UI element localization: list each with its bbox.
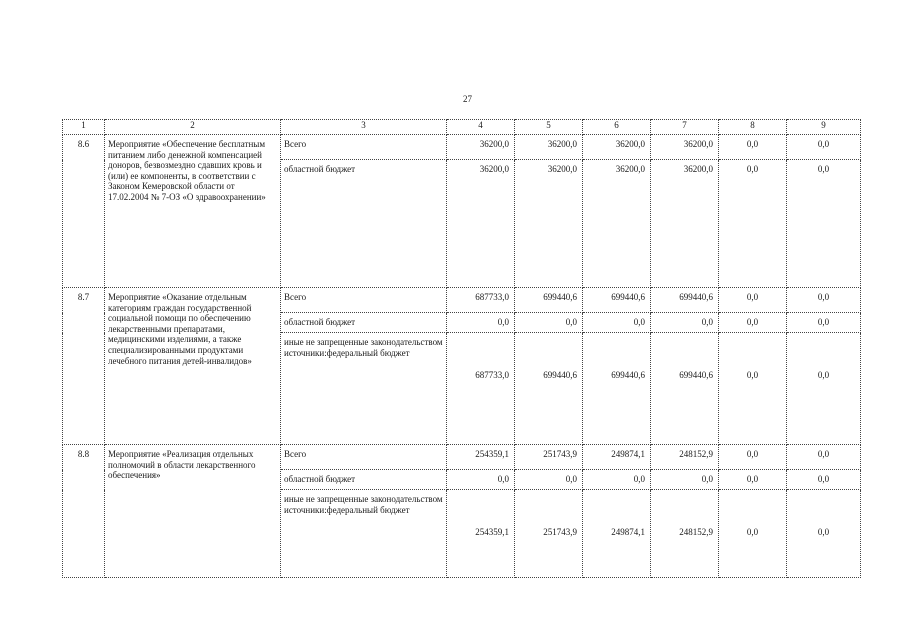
value-cell: 0,0 (447, 313, 515, 333)
program-table (62, 119, 861, 578)
value-cell: 687733,0 (447, 333, 515, 445)
value-cell: 251743,9 (515, 445, 583, 470)
funding-source: областной бюджет (281, 313, 447, 333)
value-cell: 36200,0 (515, 160, 583, 288)
value-cell: 0,0 (583, 313, 651, 333)
activity-name: Мероприятие «Оказание отдельным категориям граждан государственной социальной помощи по обеспечению лекарственными препаратами, медицинскими изделиями, а также специализированными продуктами лечебного питания детей-инвалидов» (105, 288, 281, 445)
column-header: 3 (281, 120, 447, 135)
value-cell: 699440,6 (583, 333, 651, 445)
value-cell: 0,0 (719, 470, 787, 490)
value-cell: 0,0 (515, 313, 583, 333)
value-cell: 36200,0 (651, 135, 719, 160)
value-cell: 699440,6 (651, 288, 719, 313)
column-header: 6 (583, 120, 651, 135)
value-cell: 0,0 (719, 288, 787, 313)
value-cell: 254359,1 (447, 445, 515, 470)
column-header: 1 (63, 120, 105, 135)
value-cell: 248152,9 (651, 490, 719, 578)
value-cell: 0,0 (719, 135, 787, 160)
value-cell: 0,0 (787, 288, 861, 313)
value-cell: 699440,6 (515, 333, 583, 445)
funding-source: Всего (281, 135, 447, 160)
value-cell: 0,0 (787, 333, 861, 445)
funding-source: Всего (281, 288, 447, 313)
funding-source: областной бюджет (281, 470, 447, 490)
value-cell: 699440,6 (583, 288, 651, 313)
column-header: 4 (447, 120, 515, 135)
column-header: 8 (719, 120, 787, 135)
activity-name: Мероприятие «Обеспечение бесплатным питанием либо денежной компенсацией доноров, безвозмездно сдавших кровь и (или) ее компоненты, в соответствии с Законом Кемеровской области от 17.02.2004 № 7-ОЗ «О здравоохранении» (105, 135, 281, 288)
value-cell: 0,0 (447, 470, 515, 490)
value-cell: 36200,0 (515, 135, 583, 160)
column-header: 7 (651, 120, 719, 135)
value-cell: 36200,0 (651, 160, 719, 288)
value-cell: 0,0 (515, 470, 583, 490)
value-cell: 687733,0 (447, 288, 515, 313)
funding-source: Всего (281, 445, 447, 470)
value-cell: 36200,0 (583, 135, 651, 160)
activity-name: Мероприятие «Реализация отдельных полномочий в области лекарственного обеспечения» (105, 445, 281, 578)
value-cell: 0,0 (719, 333, 787, 445)
column-header: 2 (105, 120, 281, 135)
value-cell: 0,0 (719, 490, 787, 578)
value-cell: 251743,9 (515, 490, 583, 578)
funding-source-label: иные не запрещенные законодательством источники: (284, 337, 443, 358)
value-cell: 0,0 (787, 313, 861, 333)
page-number: 27 (463, 94, 472, 104)
row-number: 8.7 (63, 288, 105, 445)
value-cell: 0,0 (583, 470, 651, 490)
value-cell: 249874,1 (583, 445, 651, 470)
funding-source-label: иные не запрещенные законодательством источники: (284, 494, 443, 515)
value-cell: 699440,6 (515, 288, 583, 313)
funding-source (281, 490, 447, 578)
value-cell: 0,0 (719, 445, 787, 470)
value-cell: 254359,1 (447, 490, 515, 578)
value-cell: 0,0 (719, 313, 787, 333)
funding-source: областной бюджет (281, 160, 447, 288)
value-cell: 249874,1 (583, 490, 651, 578)
table-row (63, 288, 861, 313)
funding-source-sublabel: федеральный бюджет (326, 504, 410, 515)
value-cell: 0,0 (651, 313, 719, 333)
table-row (63, 445, 861, 470)
funding-source (281, 333, 447, 445)
value-cell: 36200,0 (447, 160, 515, 288)
value-cell: 0,0 (719, 160, 787, 288)
value-cell: 0,0 (787, 160, 861, 288)
value-cell: 36200,0 (447, 135, 515, 160)
value-cell: 0,0 (787, 135, 861, 160)
column-header: 9 (787, 120, 861, 135)
row-number: 8.6 (63, 135, 105, 288)
value-cell: 699440,6 (651, 333, 719, 445)
value-cell: 36200,0 (583, 160, 651, 288)
value-cell: 0,0 (787, 470, 861, 490)
value-cell: 0,0 (787, 490, 861, 578)
value-cell: 0,0 (787, 445, 861, 470)
value-cell: 248152,9 (651, 445, 719, 470)
table-row (63, 135, 861, 160)
row-number: 8.8 (63, 445, 105, 578)
column-header: 5 (515, 120, 583, 135)
value-cell: 0,0 (651, 470, 719, 490)
header-row (63, 120, 861, 135)
funding-source-sublabel: федеральный бюджет (326, 347, 410, 358)
